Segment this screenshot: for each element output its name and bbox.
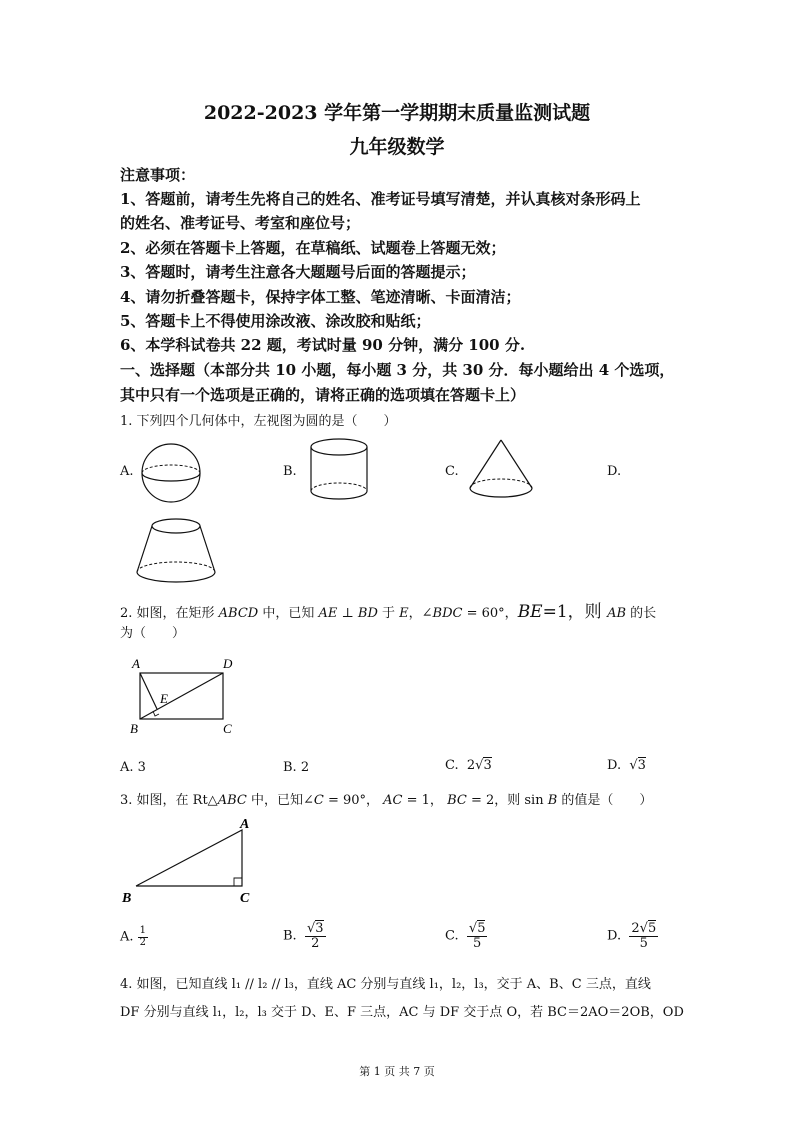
cone-figure — [465, 436, 537, 502]
note-line: 1、答题前，请考生先将自己的姓名、准考证号填写清楚，并认真核对条形码上 — [120, 190, 641, 208]
note-line: 5、答题卡上不得使用涂改液、涂改胶和贴纸； — [120, 312, 431, 330]
question-2-stem-cont: 为（ ） — [120, 626, 186, 641]
frustum-figure — [132, 514, 220, 590]
sphere-figure — [138, 440, 204, 506]
q2-option-c: C. 2√3 — [445, 758, 492, 773]
label-B: B — [130, 721, 138, 736]
label-C: C — [223, 721, 232, 736]
note-line: 4、请勿折叠答题卡，保持字体工整、笔迹清晰、卡面清洁； — [120, 288, 521, 306]
note-line: 3、答题时，请考生注意各大题题号后面的答题提示； — [120, 263, 476, 281]
q3-option-c: C. $\frac{√5}{5}$ — [445, 921, 486, 951]
section-heading: 一、选择题（本部分共 10 小题，每小题 3 分，共 30 分．每小题给出 4 个选项， — [120, 361, 675, 379]
q3-option-a: A. $\frac{1}{2}$ — [120, 925, 147, 948]
q2-option-d: D. √3 — [607, 758, 646, 773]
note-line: 6、本学科试卷共 22 题，考试时量 90 分钟，满分 100 分. — [120, 336, 526, 354]
right-triangle-figure — [118, 812, 264, 908]
section-heading-cont: 其中只有一个选项是正确的，请将正确的选项填在答题卡上） — [120, 386, 526, 404]
q1-option-b-label: B. — [283, 464, 297, 479]
label-C: C — [240, 891, 250, 906]
q3-option-d: D. $\frac{2√5}{5}$ — [607, 921, 657, 951]
exam-subtitle: 九年级数学 — [349, 136, 445, 158]
question-2-stem: 2. 如图，在矩形 ABCD 中，已知 AE ⊥ BD 于 E，∠BDC = 60°，BE=1，则 AB 的长 — [120, 602, 657, 622]
q1-option-c-label: C. — [445, 464, 459, 479]
label-B: B — [122, 891, 132, 906]
question-4-line-1: 4. 如图，已知直线 l₁ // l₂ // l₃，直线 AC 分别与直线 l₁，l₂，l₃，交于 A、B、C 三点，直线 — [120, 977, 651, 992]
rectangle-figure — [126, 655, 242, 739]
cylinder-figure — [306, 437, 372, 503]
question-1-stem: 1. 下列四个几何体中，左视图为圆的是（ ） — [120, 414, 397, 429]
q2-option-a: A. 3 — [120, 760, 146, 775]
q2-option-b: B. 2 — [283, 760, 310, 775]
q1-option-a-label: A. — [120, 464, 134, 479]
label-A: A — [240, 817, 250, 832]
notes-heading: 注意事项： — [120, 166, 196, 184]
page-footer: 第 1 页 共 7 页 — [359, 1065, 435, 1078]
question-3-stem: 3. 如图，在 Rt△ABC 中，已知∠C = 90°， AC = 1， BC = 2，则 sin B 的值是（ ） — [120, 793, 653, 808]
q1-option-d-label: D. — [607, 464, 622, 479]
exam-title: 2022-2023 学年第一学期期末质量监测试题 — [203, 102, 591, 124]
label-D: D — [223, 656, 233, 671]
q3-option-b: B. $\frac{√3}{2}$ — [283, 921, 324, 951]
label-A: A — [132, 656, 140, 671]
note-line: 2、必须在答题卡上答题，在草稿纸、试题卷上答题无效； — [120, 239, 506, 257]
question-4-line-2: DF 分别与直线 l₁，l₂，l₃ 交于 D、E、F 三点，AC 与 DF 交于点 O，若 BC＝2AO＝2OB，OD — [120, 1005, 684, 1020]
note-line: 的姓名、准考证号、考室和座位号； — [120, 214, 361, 232]
label-E: E — [160, 691, 168, 706]
